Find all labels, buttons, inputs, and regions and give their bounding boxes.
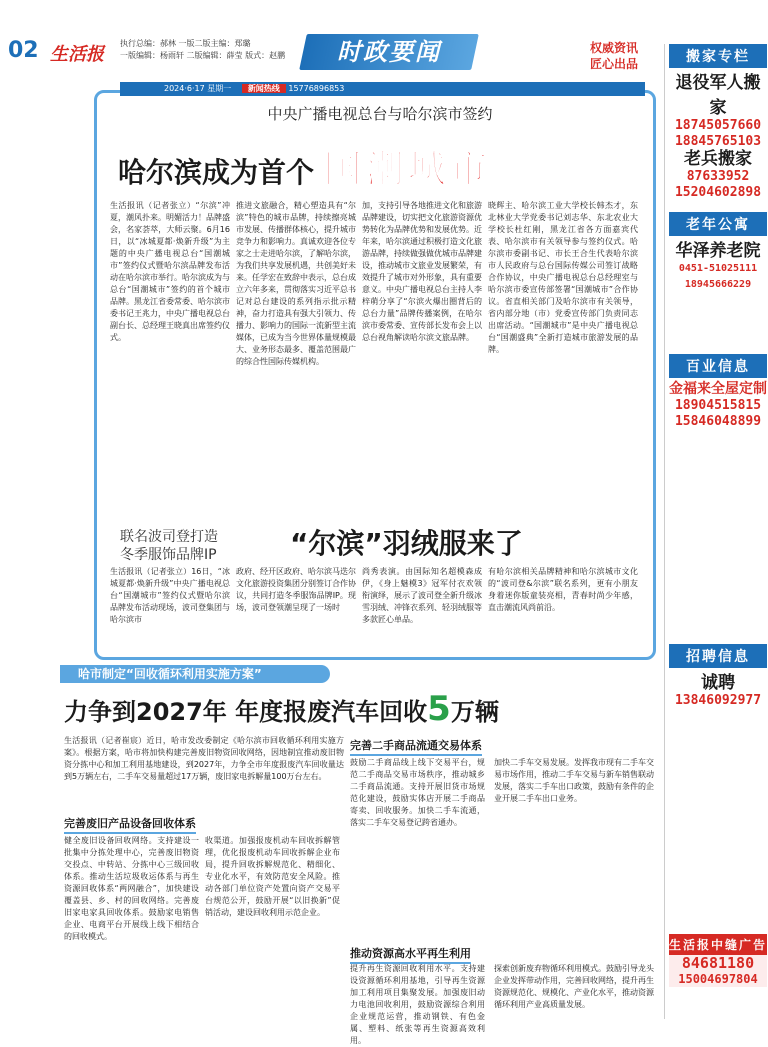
ad-classified (669, 934, 767, 987)
staff-credits (120, 38, 320, 62)
story3 (20, 665, 660, 1045)
ad-head: 生活报中缝广告 (669, 934, 767, 955)
ad-head: 招聘信息 (669, 644, 767, 668)
story1-headline (118, 138, 492, 193)
ad-head: 百业信息 (669, 354, 767, 378)
ad-phone: 15846048899 (674, 414, 762, 429)
story3-kicker: 哈市制定“回收循环利用实施方案” (60, 665, 330, 683)
ad-phone: 84681180 (681, 954, 755, 972)
story3-col-2: 收渠道。加强报废机动车回收拆解管理，优化报废机动车回收拆解企业布局，提升回收拆解规范化、精细化、专业化水平，有效防范安全风险。推动各部门单位资产处置向资产交易平台规范公开，鼓励开展“以旧换新”促销活动，建设回收利用示范企业。 (205, 836, 340, 917)
dateline (120, 82, 645, 96)
story1-col-2: 推进文旅融合，精心塑造具有“尔滨”特色的城市品牌，持续擦亮城市发展、传播群体核心，提升城市竞争力和影响力。真诚欢迎各位专家之士走进哈尔滨，了解哈尔滨，为我们共享发展机遇，共创美好未来。任学宏在致辞中表示，总台成立六年多来，贯彻落实习近平总书记对总台建设的系列指示批示精神，奋力打造具有强大引领力、传播力、影响力的国际一流新型主流媒体，已成为当今世界体量规模最大、业务形态最多、覆盖范围最广的综合性国际传媒机构。 (236, 201, 356, 366)
ad-recruit (669, 644, 767, 709)
story2-sub-line-1: 联名波司登打造 (120, 529, 218, 545)
classified-sidebar (664, 44, 768, 1019)
story2-subtitle (120, 528, 218, 564)
story1-col-3: 加，支持引导各地推进文化和旅游品牌建设，切实把文化旅游资源优势转化为品牌优势和发展优势。近年来，哈尔滨通过积极打造文化旅游品牌，持续做强做优城市品牌建设，推动城市文旅业发展繁荣，有效提升了城市对外形象，具有重要意义。中央广播电视总台主持人李梓萌分享了“尔滨火爆出圈背后的总台力量”品牌传播案例，在哈尔滨市委常委、宣传部长发布会上以总台视角解读哈尔滨文旅品牌。 (362, 201, 482, 342)
ad-title: 华泽养老院 (675, 241, 761, 261)
ad-phone: 18904515815 (674, 398, 762, 413)
section-banner-text: 时政要闻 (337, 38, 441, 66)
story2-headline: “尔滨”羽绒服来了 (290, 527, 523, 560)
story2-col-4: 有哈尔滨相关品牌精神和哈尔滨城市文化的“波司登&尔滨”联名系列，更有小朋友身着迷你版童装亮相，青春时尚少年感，直击潮流风尚前沿。 (488, 567, 638, 612)
paper-name: 生活报 (50, 44, 104, 65)
story3-col-6: 探索创新废弃物循环利用模式。鼓励引导龙头企业发挥带动作用，完善回收网络，提升再生资源规范化、规模化、产业化水平，推动资源循环利用产业高质量发展。 (494, 964, 654, 1009)
story3-lead: 生活报讯（记者崔宸）近日，哈市发改委制定《哈尔滨市回收循环利用实施方案》。根据方案，哈市将加快构建完善废旧物资回收网络，因地制宜推动废旧物资分拣中心和加工利用基地建设，到2027年，力争全市年度报废汽车回收量达到5万辆左右，二手车交易量超过17万辆，废旧家电拆解量100万台左右。 (64, 736, 344, 781)
ad-title: 诚聘 (701, 673, 735, 693)
ad-phone: 18745057660 (674, 118, 762, 133)
slogan-line-1: 权威资讯 (590, 41, 639, 55)
story3-headline-pre: 力争到2027年 年度报废汽车回收 (64, 698, 428, 726)
story1-headline-pre: 哈尔滨成为首个 (118, 156, 315, 189)
story2-col-3: 尚秀表演。由国际知名超模森成伊，《身上魅模3》冠军付衣欢领衔演绎，展示了波司登全新升级冰雪羽绒、冲锋衣系列、轻羽绒服等多款匠心单品。 (362, 567, 482, 624)
ad-head: 搬家专栏 (669, 44, 767, 68)
story3-headline (64, 689, 499, 729)
story1-col-4: 晓辉主、哈尔滨工业大学校长韩杰才，东北林业大学党委书记刘志华、东北农业大学校长杜红刚，黑龙江省各方面嘉宾代表、哈尔滨市有关领导参与签约仪式。哈尔滨市委副书记、市长王合生代表哈尔滨市人民政府与总台国际传媒公司签订战略合作协议，中央广播电视总台总经理室与哈尔滨市委宣传部签署“国潮城市”合作协议。省直相关部门及哈尔滨市有关领导，省内部分地（市）党委宣传部门负责同志出席活动。“国潮城市”是中央广播电视总台“国潮盛典”全新打造城市旅游发展的品牌。 (488, 201, 638, 354)
ad-moving-2 (669, 144, 767, 201)
ad-phone: 13846092977 (674, 693, 762, 708)
slogan-line-2: 匠心出品 (590, 57, 639, 71)
masthead (0, 0, 768, 80)
story1-col-1: 生活报讯（记者张立）“尔滨”冲夏，潮风扑来。明媚活力！品牌盛会，名家荟萃，大师云聚。6月16日，以“冰城夏都·焕新升级”为主题的中央广播电视总台“国潮城市”签约仪式暨哈尔滨品牌发布活动在哈尔滨市举行。哈尔滨成为与总台“国潮城市”签约的首个城市品牌。黑龙江省委常委、哈尔滨市委书记王兆力，中央广播电视总台副台长、总经理王晓真出席签约仪式。 (110, 201, 230, 342)
slogan (590, 40, 638, 72)
ad-phone: 87633952 (686, 169, 750, 184)
story3-subhead-b: 完善二手商品流通交易体系 (350, 737, 482, 756)
story3-subhead-a: 完善废旧产品设备回收体系 (64, 815, 196, 834)
story2-col-1: 生活报讯（记者张立）16日，“冰城夏都·焕新升级”中央广播电视总台“国潮城市”签约仪式暨哈尔滨品牌发布活动现场，波司登集团与哈尔滨市 (110, 567, 230, 624)
story1-subtitle: 中央广播电视总台与哈尔滨市签约 (267, 105, 493, 123)
ad-phone: 15204602898 (674, 185, 762, 200)
page-number: 02 (8, 38, 39, 63)
story2-sub-line-2: 冬季服饰品牌IP (120, 547, 217, 563)
story3-subhead-c: 推动资源高水平再生利用 (350, 945, 471, 964)
staff-line-1: 执行总编：郝林 一版二版主编：郑璐 (120, 39, 251, 48)
story2-col-2: 政府、经开区政府、哈尔滨马迭尔文化旅游投资集团分别签订合作协议，共同打造冬季服饰品牌IP。现场，波司登领潮呈现了一场时 (236, 567, 356, 612)
section-banner (299, 34, 479, 70)
ad-phone: 15004697804 (678, 972, 758, 986)
ad-head: 老年公寓 (669, 212, 767, 236)
ad-title: 金福来全屋定制 (669, 381, 767, 397)
staff-line-2: 一版编辑：杨雨轩 二版编辑：薛莹 版式：赵鹏 (120, 51, 286, 60)
story3-col-1: 健全废旧设备回收网络。支持建设一批集中分拣处理中心，完善废旧物资交投点、中转站、分拣中心三级回收体系。推动生活垃圾收运体系与再生资源回收体系“两网融合”，加快建设覆盖县、乡、村的回收网络。完善废旧家电家具回收体系。鼓励家电销售企业、电商平台开展线上线下相结合的回收模式。 (64, 836, 199, 941)
story3-col-4: 加快二手车交易发展。发挥我市现有二手车交易市场作用，推动二手车交易与新车销售联动发展，落实二手车出口政策，鼓励有条件的企业开展二手车出口业务。 (494, 758, 654, 803)
issue-date: 2024·6·17 星期一 (164, 84, 232, 93)
hotline-number: 15776896853 (288, 84, 345, 93)
story3-col-3: 鼓励二手商品线上线下交易平台，规范二手商品交易市场秩序，推动城乡二手商品流通。支持开展旧货市场规范化建设，鼓励实体店开展二手商品寄卖、回收服务。加快二手车流通，落实二手车交易登记跨省通办。 (350, 758, 485, 827)
ad-elderly-home (669, 212, 767, 293)
ad-phone: 18945666229 (684, 279, 752, 290)
story3-headline-big: 5 (427, 689, 451, 729)
story3-headline-post: 万辆 (450, 698, 499, 726)
ad-title: 老兵搬家 (684, 149, 752, 169)
ad-moving-1 (669, 44, 767, 150)
ad-title: 退役军人搬家 (675, 73, 761, 118)
hotline-label: 新闻热线 (242, 84, 286, 93)
ad-phone: 0451-51025111 (678, 263, 758, 274)
ad-business (669, 354, 767, 430)
ad-phone: 18845765103 (674, 134, 762, 149)
story3-col-5: 提升再生资源回收利用水平。支持建设资源循环利用基地，引导再生资源加工利用项目集聚发展。加强废旧动力电池回收利用，鼓励资源综合利用企业规范运营，推动钢铁、有色金属、塑料、纸张等再生资源高效利用。 (350, 964, 485, 1045)
story1-headline-big: 国潮城市 (323, 147, 492, 191)
